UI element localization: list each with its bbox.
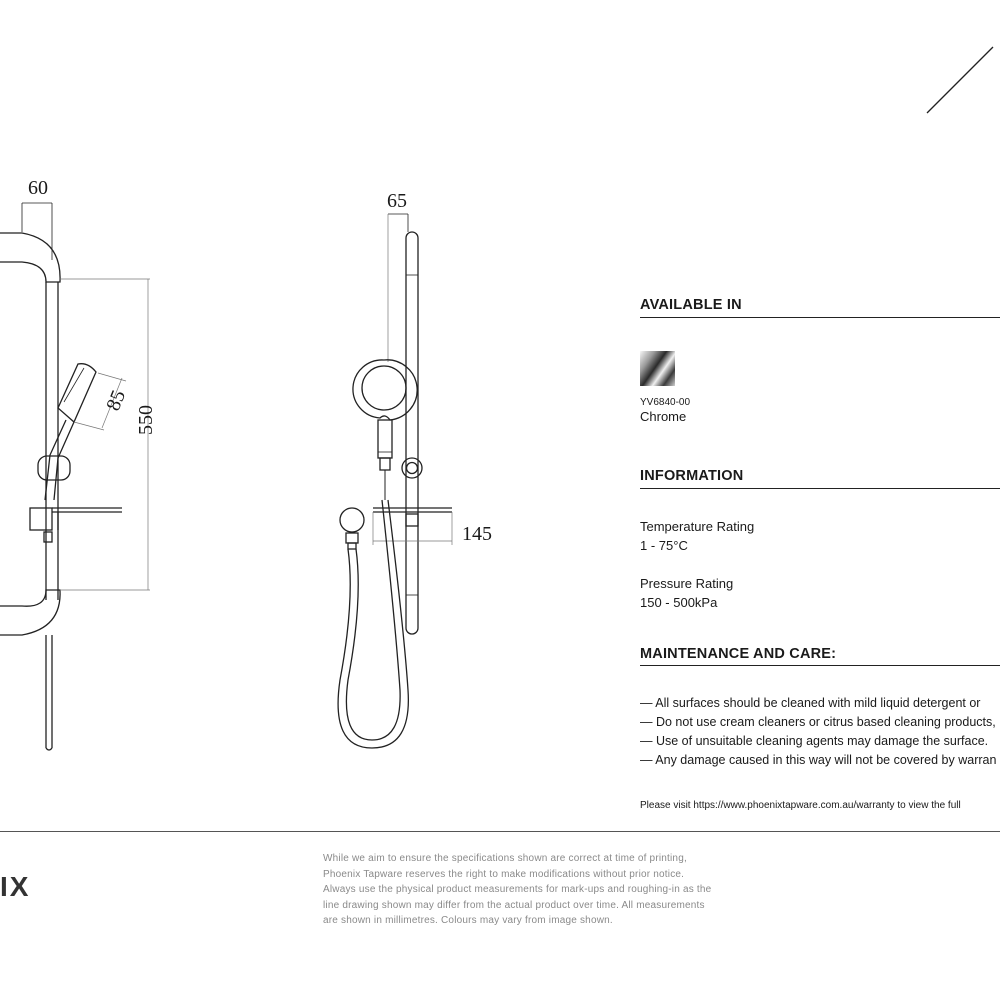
care-item: — Any damage caused in this way will not be covered by warran [640, 753, 997, 767]
brand-logo: IX [0, 871, 31, 902]
front-width-dim: 65 [387, 190, 407, 212]
corner-mark [927, 47, 993, 113]
warranty-note[interactable]: Please visit https://www.phoenixtapware.com.au/warranty to view the full [640, 800, 961, 811]
finish-code: YV6840-00 [640, 397, 691, 408]
pressure-value: 150 - 500kPa [640, 595, 718, 610]
care-item: — Do not use cream cleaners or citrus based cleaning products, [640, 715, 996, 729]
head-dim: 85 [102, 387, 131, 414]
finish-name: Chrome [640, 409, 687, 424]
available-in-heading: AVAILABLE IN [640, 297, 742, 313]
shelf-dim: 145 [462, 523, 492, 545]
temperature-value: 1 - 75°C [640, 538, 688, 553]
care-item: — All surfaces should be cleaned with mild liquid detergent or [640, 696, 981, 710]
disclaimer-text: While we aim to ensure the specifications shown are correct at time of printing, Phoenix Tapware reserves the right to make modifications without prior notice. Always use the physical product measurements for mark-ups and roughing-in as the line drawing shown may differ from the actual product over time. All measurements are shown in millimetres. Colours may vary from image shown. [323, 853, 712, 926]
side-view [0, 203, 150, 750]
available-in-divider [640, 317, 1000, 318]
temperature-label: Temperature Rating [640, 519, 755, 534]
footer-divider [0, 831, 1000, 832]
maintenance-heading: MAINTENANCE AND CARE: [640, 646, 837, 662]
information-divider [640, 488, 1000, 489]
front-view [338, 214, 452, 748]
care-item: — Use of unsuitable cleaning agents may damage the surface. [640, 734, 989, 748]
side-width-dim: 60 [28, 177, 48, 199]
maintenance-divider [640, 665, 1000, 666]
information-heading: INFORMATION [640, 468, 744, 484]
side-height-dim: 550 [135, 405, 157, 435]
chrome-finish-swatch[interactable] [640, 351, 675, 386]
pressure-label: Pressure Rating [640, 576, 734, 591]
care-list [640, 694, 996, 770]
